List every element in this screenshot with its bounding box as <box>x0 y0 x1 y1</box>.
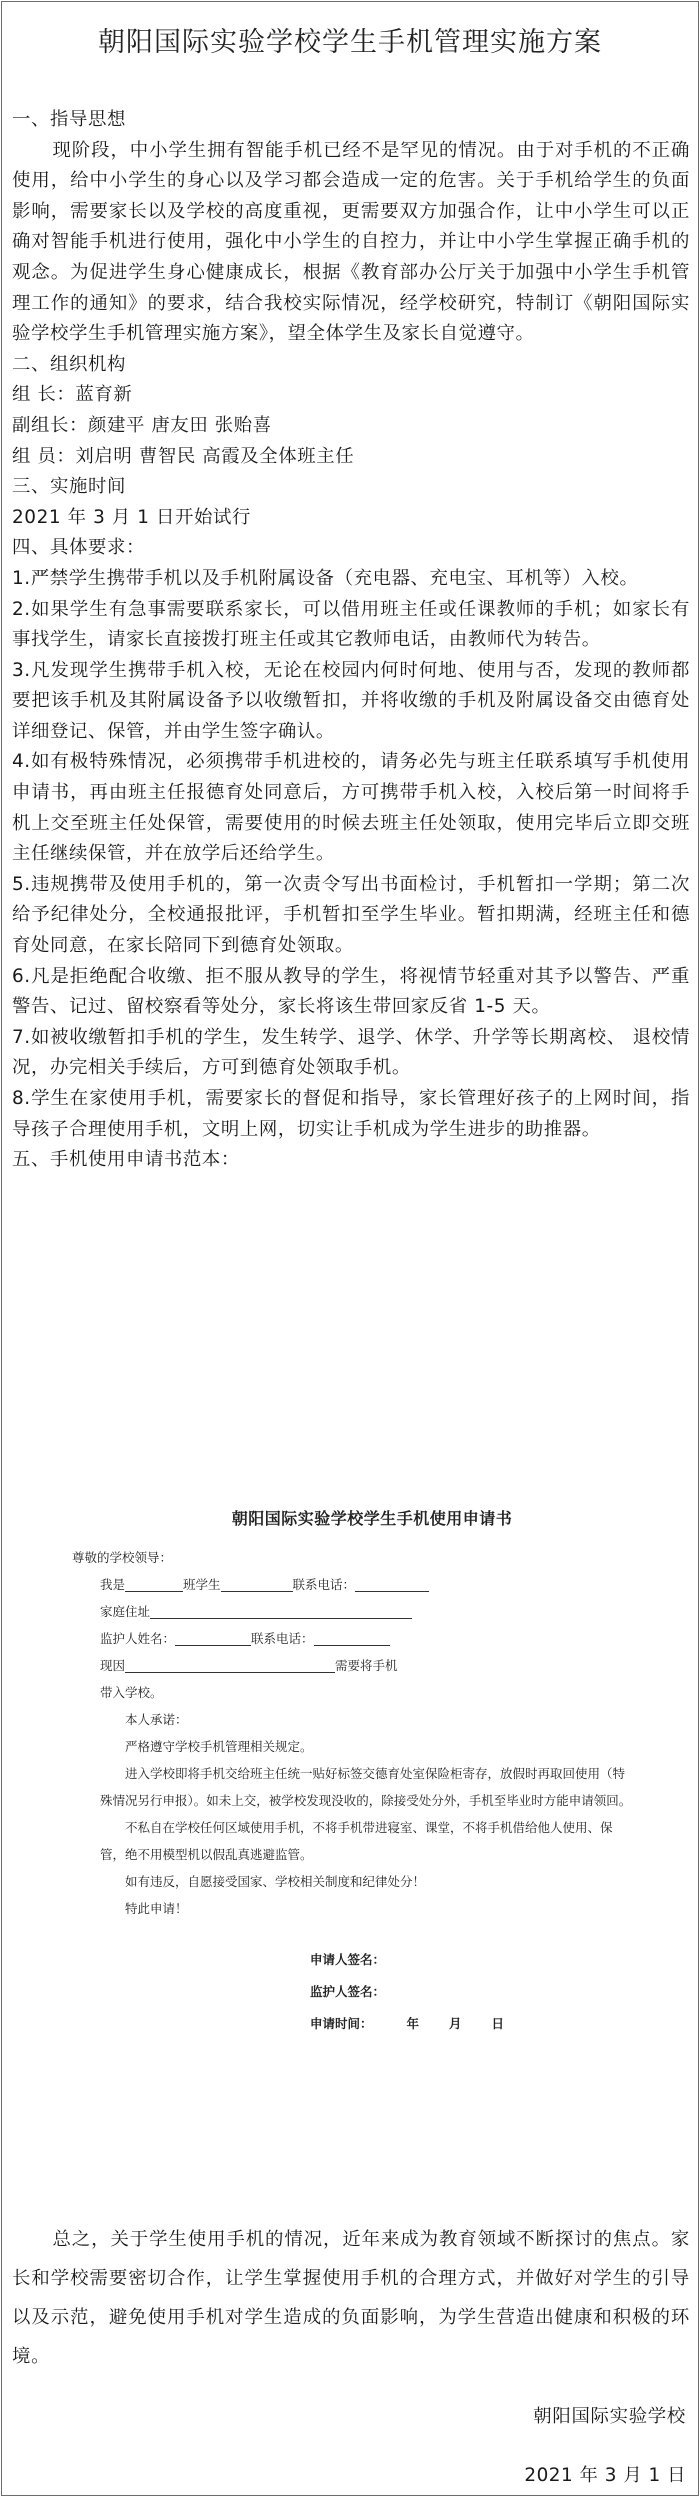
form-line-bring: 带入学校。 <box>100 1685 163 1700</box>
requirement-item-6: 6.凡是拒绝配合收缴、拒不服从教导的学生，将视情节轻重对其予以警告、严重警告、记过、留校察看等处分，家长将该生带回家反省 1-5 天。 <box>12 965 690 1018</box>
section-heading-organization: 二、组织机构 <box>12 353 126 375</box>
org-leader-line: 组 长：蓝育新 <box>12 384 133 406</box>
form-promise-2: 进入学校即将手机交给班主任统一贴好标签交德育处室保险柜寄存，放假时再取回使用（特殊情况另行申报）。如未上交，被学校发现没收的，除接受处分外，手机至毕业时方能申请领回。 <box>100 1766 632 1808</box>
requirement-item-5: 5.违规携带及使用手机的，第一次责令写出书面检讨，手机暂扣一学期；第二次给予纪律处分，全校通报批评，手机暂扣至学生毕业。暂扣期满，经班主任和德育处同意，在家长陪同下到德育处领取。 <box>12 873 690 957</box>
requirement-item-1: 1.严禁学生携带手机以及手机附属设备（充电器、充电宝、耳机等）入校。 <box>12 567 639 589</box>
form-label-reason: 现因 <box>100 1658 126 1673</box>
implementation-date-line: 2021 年 3 月 1 日开始试行 <box>12 506 251 528</box>
document-date: 2021 年 3 月 1 日 <box>524 2465 686 2486</box>
form-promise-heading: 本人承诺： <box>125 1712 188 1727</box>
requirement-item-3: 3.凡发现学生携带手机入校，无论在校园内何时何地、使用与否，发现的教师都要把该手机及其附属设备予以收缴暂扣，并将收缴的手机及附属设备交由德育处详细登记、保管，并由学生签字确认。 <box>12 659 690 742</box>
closing-section <box>12 2220 690 2376</box>
form-line-reason <box>72 1652 632 1679</box>
blank-reason <box>125 1656 335 1673</box>
requirement-item-4: 4.如有极特殊情况，必须携带手机进校的，请务必先与班主任联系填写手机使用申请书，再由班主任报德育处同意后，方可携带手机入校，入校后第一时间将手机上交至班主任处保管，需要使用的时候去班主任处领取，使用完毕后立即交班主任继续保管，并在放学后还给学生。 <box>12 751 690 865</box>
blank-name <box>125 1575 183 1592</box>
blank-address <box>150 1602 412 1619</box>
section-heading-guiding-ideology: 一、指导思想 <box>12 109 126 130</box>
section-heading-implementation-time: 三、实施时间 <box>12 476 126 498</box>
org-members-line: 组 员：刘启明 曹智民 高霞及全体班主任 <box>12 445 355 467</box>
form-signature-block <box>72 1944 632 2040</box>
form-greeting: 尊敬的学校领导： <box>72 1550 173 1565</box>
closing-paragraph: 总之，关于学生使用手机的情况，近年来成为教育领域不断探讨的焦点。家长和学校需要密切合作，让学生掌握使用手机的合理方式，并做好对学生的引导以及示范，避免使用手机对学生造成的负面影响，为学生营造出健康和积极的环境。 <box>12 2229 690 2367</box>
form-label-guardian-name: 监护人姓名： <box>100 1631 176 1646</box>
date-year-label: 年 <box>406 2016 420 2031</box>
requirement-item-8: 8.学生在家使用手机，需要家长的督促和指导，家长管理好孩子的上网时间，指导孩子合理使用手机，文明上网，切实让手机成为学生进步的助推器。 <box>12 1088 690 1140</box>
document-body <box>12 105 690 1176</box>
form-label-need-phone: 需要将手机 <box>335 1658 398 1673</box>
form-promise-block <box>72 1706 632 1922</box>
paragraph-guiding-ideology: 现阶段，中小学生拥有智能手机已经不是罕见的情况。由于对手机的不正确使用，给中小学生的身心以及学习都会造成一定的危害。关于手机给学生的负面影响，需要家长以及学校的高度重视，更需要双方加强合作，让中小学生可以正确对智能手机进行使用，强化中小学生的自控力，并让中小学生掌握正确手机的观念。为促进学生身心健康成长，根据《教育部办公厅关于加强中小学生手机管理工作的通知》的要求，结合我校实际情况，经学校研究，特制订《朝阳国际实验学校学生手机管理实施方案》，望全体学生及家长自觉遵守。 <box>12 139 690 345</box>
date-day-label: 日 <box>491 2016 505 2031</box>
form-label-address: 家庭住址 <box>100 1604 151 1619</box>
form-promise-5: 特此申请！ <box>125 1901 188 1916</box>
applicant-signature-label: 申请人签名： <box>310 1952 386 1967</box>
document-page <box>1 1 699 2496</box>
form-label-phone: 联系电话： <box>292 1577 356 1592</box>
date-month-label: 月 <box>449 2016 462 2031</box>
signer-school-name: 朝阳国际实验学校 <box>533 2406 686 2427</box>
page-title: 朝阳国际实验学校学生手机管理实施方案 <box>98 27 602 58</box>
form-line-address <box>72 1598 632 1625</box>
form-promise-3: 不私自在学校任何区域使用手机，不将手机带进寝室、课堂，不将手机借给他人使用、保管，绝不用模型机以假乱真逃避监管。 <box>100 1820 613 1862</box>
blank-guardian-name <box>175 1629 251 1646</box>
section-heading-application-template: 五、手机使用申请书范本： <box>12 1149 240 1171</box>
form-title: 朝阳国际实验学校学生手机使用申请书 <box>231 1509 513 1528</box>
guardian-signature-label: 监护人签名： <box>310 1984 386 1999</box>
form-line-student <box>72 1571 632 1598</box>
form-line-guardian <box>72 1625 632 1652</box>
application-form-sample <box>72 1467 632 2107</box>
application-date-line <box>72 2008 632 2040</box>
form-label-i-am: 我是 <box>100 1577 126 1592</box>
form-label-class-student: 班学生 <box>183 1577 221 1592</box>
form-promise-4: 如有违反，自愿接受国家、学校相关制度和纪律处分！ <box>125 1874 426 1889</box>
blank-guardian-phone <box>314 1629 390 1646</box>
form-label-guardian-phone: 联系电话： <box>251 1631 314 1646</box>
blank-phone <box>355 1575 429 1592</box>
section-heading-requirements: 四、具体要求： <box>12 537 145 559</box>
requirement-item-7: 7.如被收缴暂扣手机的学生，发生转学、退学、休学、升学等长期离校、 退校情况，办完相关手续后，方可到德育处领取手机。 <box>12 1026 690 1079</box>
org-deputy-line: 副组长：颜建平 唐友田 张贻喜 <box>12 414 272 436</box>
application-date-label: 申请时间： <box>310 2016 373 2031</box>
requirement-item-2: 2.如果学生有急事需要联系家长，可以借用班主任或任课教师的手机；如家长有事找学生，请家长直接拨打班主任或其它教师电话，由教师代为转告。 <box>12 598 690 651</box>
form-promise-1: 严格遵守学校手机管理相关规定。 <box>125 1739 313 1754</box>
blank-student-name <box>221 1575 293 1592</box>
